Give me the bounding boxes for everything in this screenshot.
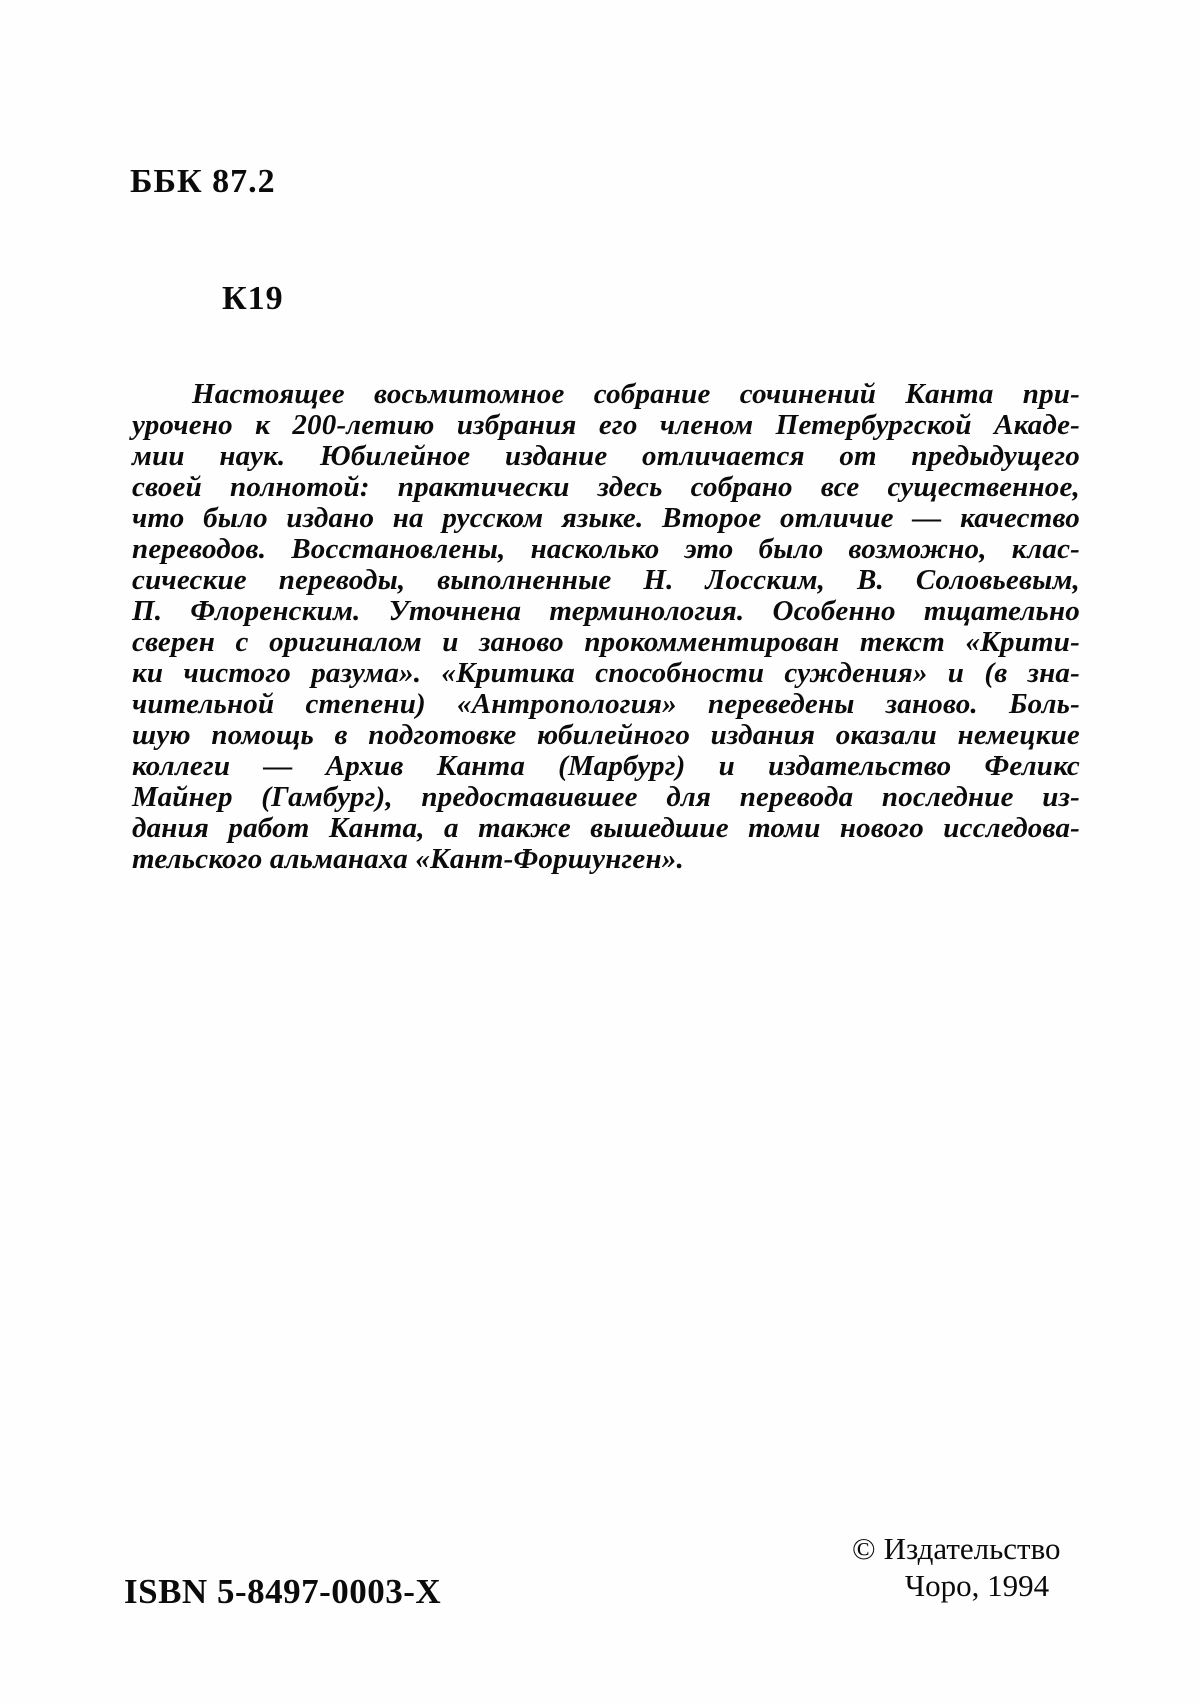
- annotation-line: что было издано на русском языке. Второе отличие — качество: [132, 502, 1080, 534]
- annotation-line: ки чистого разума». «Критика способности суждения» и (в зна-: [132, 657, 1080, 689]
- annotation-line: Майнер (Гамбург), предоставившее для перевода последние из-: [132, 781, 1080, 813]
- annotation-line: своей полнотой: практически здесь собрано все существенное,: [132, 471, 1080, 503]
- annotation-line: чительной степени) «Антропология» переведены заново. Боль-: [132, 688, 1080, 720]
- bbk-code: ББК 87.2: [130, 163, 276, 200]
- annotation-line: шую помощь в подготовке юбилейного издания оказали немецкие: [132, 719, 1080, 751]
- annotation-line: дания работ Канта, а также вышедшие томи нового исследова-: [132, 812, 1080, 844]
- annotation-line: сические переводы, выполненные Н. Лосским, В. Соловьевым,: [132, 564, 1080, 596]
- annotation-line: переводов. Восстановлены, насколько это было возможно, клас-: [132, 533, 1080, 565]
- annotation-line: тельского альманаха «Кант-Форшунген».: [132, 843, 684, 875]
- author-code: К19: [222, 280, 284, 317]
- copyright-block: [852, 1530, 1074, 1604]
- annotation-line: урочено к 200-летию избрания его членом Петербургской Акаде-: [132, 409, 1080, 441]
- annotation-line: сверен с оригиналом и заново прокомментирован текст «Крити-: [132, 626, 1080, 658]
- publisher-name: Издательство: [883, 1531, 1061, 1566]
- copyright-symbol: ©: [852, 1531, 876, 1566]
- annotation-line: мии наук. Юбилейное издание отличается от предыдущего: [132, 440, 1080, 472]
- annotation-line: Настоящее восьмитомное собрание сочинений Канта при-: [192, 378, 1080, 410]
- isbn: ISBN 5-8497-0003-X: [124, 1572, 442, 1611]
- annotation-line: П. Флоренским. Уточнена терминология. Особенно тщательно: [132, 595, 1080, 627]
- annotation-paragraph: [132, 379, 1080, 875]
- bbk-classification-block: [130, 84, 284, 396]
- annotation-line: коллеги — Архив Канта (Марбург) и издательство Феликс: [132, 750, 1080, 782]
- publisher-city-year: Чоро, 1994: [904, 1568, 1050, 1603]
- copyright-publisher-line: [852, 1530, 1074, 1567]
